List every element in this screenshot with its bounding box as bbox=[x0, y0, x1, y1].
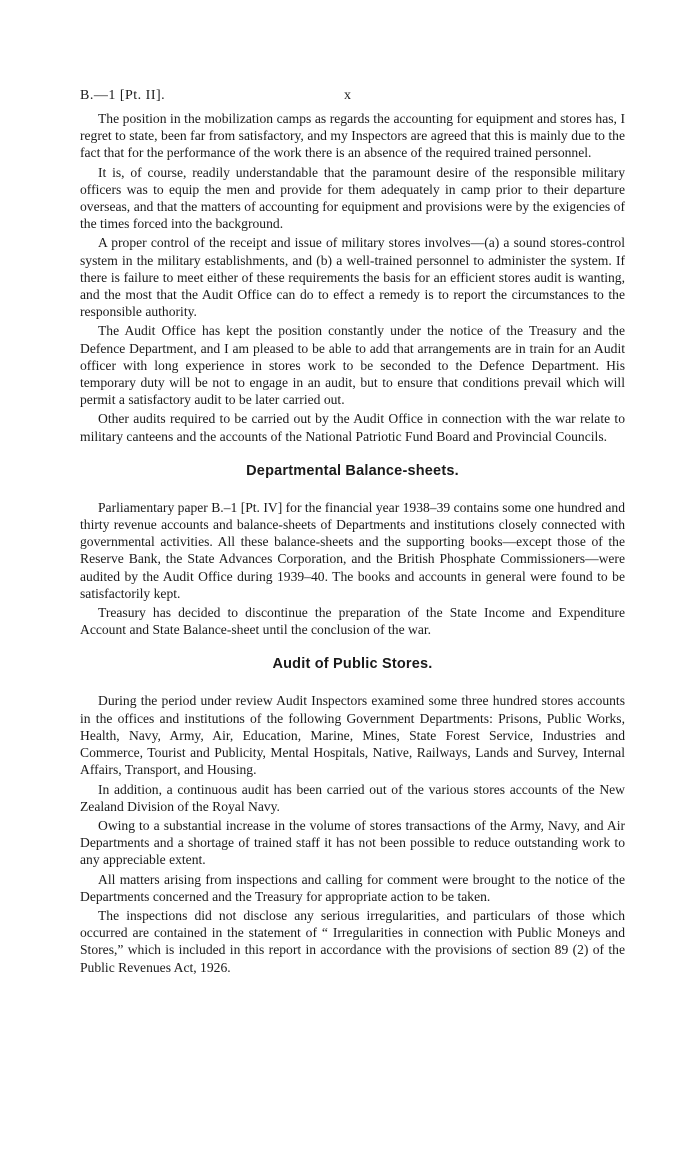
page-number: x bbox=[344, 88, 352, 103]
paragraph: Parliamentary paper B.–1 [Pt. IV] for the financial year 1938–39 contains some one hundred and thirty revenue accounts and balance-sheets of Departments and institutions closely connected with governmental activities. All these balance-sheets and the supporting books—except those of the Reserve Bank, the State Advances Corporation, and the British Phosphate Commissioners—were audited by the Audit Office during 1939–40. The books and accounts in general were found to be satisfactorily kept. bbox=[80, 499, 625, 601]
page-header bbox=[80, 88, 625, 110]
intro-section bbox=[80, 110, 625, 445]
paragraph: A proper control of the receipt and issue of military stores involves—(a) a sound stores-control system in the military establishments, and (b) a well-trained personnel to administer the system. If there is failure to meet either of these requirements the basis for an efficient stores audit is wanting, and the most that the Audit Office can do to effect a remedy is to report the circumstances to the responsible authority. bbox=[80, 235, 625, 320]
paragraph: All matters arising from inspections and calling for comment were brought to the notice of the Departments concerned and the Treasury for appropriate action to be taken. bbox=[80, 871, 625, 904]
paragraph: Other audits required to be carried out by the Audit Office in connection with the war relate to military canteens and the accounts of the National Patriotic Fund Board and Provincial Councils. bbox=[80, 411, 625, 444]
paragraph: In addition, a continuous audit has been carried out of the various stores accounts of the New Zealand Division of the Royal Navy. bbox=[80, 781, 625, 814]
paragraph: Owing to a substantial increase in the volume of stores transactions of the Army, Navy, and Air Departments and a shortage of trained staff it has not been possible to reduce outstanding work to any appreciable extent. bbox=[80, 817, 625, 868]
paragraph: Treasury has decided to discontinue the preparation of the State Income and Expenditure Account and State Balance-sheet until the conclusion of the war. bbox=[80, 605, 625, 638]
paragraph: The inspections did not disclose any serious irregularities, and particulars of those which occurred are contained in the statement of “ Irregularities in connection with Public Moneys and Stores,” which is included in this report in accordance with the provisions of section 89 (2) of the Public Revenues Act, 1926. bbox=[80, 907, 625, 975]
section-heading: Audit of Public Stores. bbox=[272, 656, 433, 673]
paragraph: It is, of course, readily understandable that the paramount desire of the responsible military officers was to equip the men and provide for them adequately in camp prior to their departure overseas, and that the matters of accounting for equipment and provisions were by the exigencies of the times forced into the background. bbox=[80, 164, 625, 232]
departmental-balance-sheets-section bbox=[80, 463, 625, 639]
paragraph: The position in the mobilization camps as regards the accounting for equipment and stores has, I regret to state, been far from satisfactory, and my Inspectors are agreed that this is mainly due to the fact that for the performance of the work there is an absence of the required trained personnel. bbox=[80, 111, 625, 161]
section-heading: Departmental Balance-sheets. bbox=[246, 462, 459, 479]
paragraph: During the period under review Audit Inspectors examined some three hundred stores accounts in the offices and institutions of the following Government Departments: Prisons, Public Works, Health, Navy, Army, Air, Education, Marine, Mines, State Forest Service, Industries and Commerce, Tourist and Publicity, Mental Hospitals, Native, Railways, Lands and Survey, Internal Affairs, Transport, and Housing. bbox=[80, 693, 625, 778]
audit-of-public-stores-section bbox=[80, 656, 625, 975]
parliamentary-paper-reference: B.—1 [Pt. II]. bbox=[80, 88, 166, 103]
paragraph: The Audit Office has kept the position constantly under the notice of the Treasury and the Defence Department, and I am pleased to be able to add that arrangements are in train for an Audit officer with long experience in stores work to be seconded to the Defence Department. His temporary duty will be not to engage in an audit, but to ensure that conditions prevail which will permit a satisfactory audit to be later carried out. bbox=[80, 323, 625, 408]
